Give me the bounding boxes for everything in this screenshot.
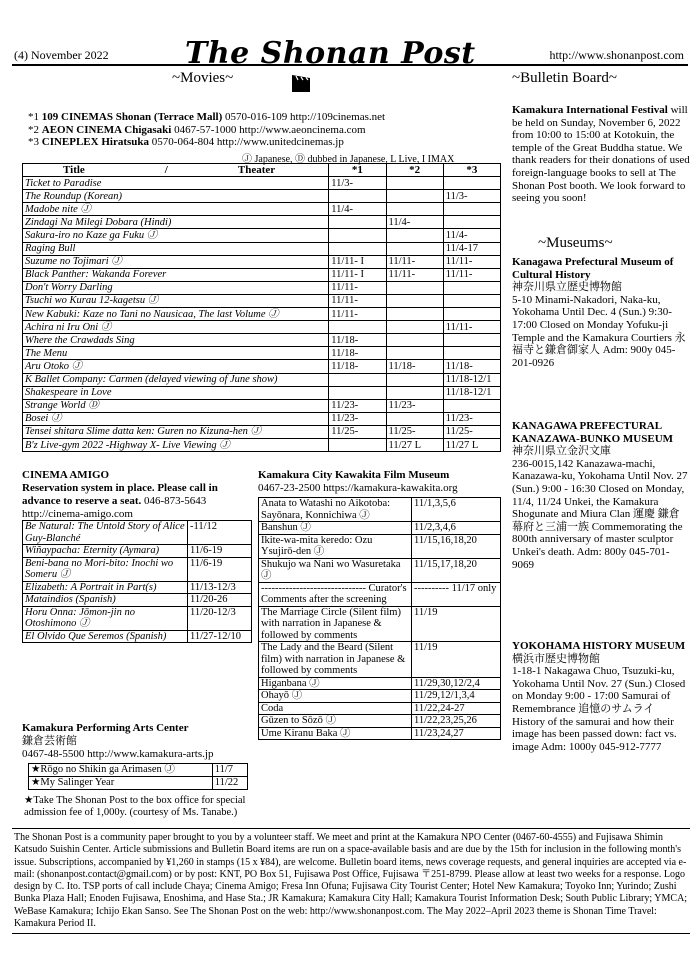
cell-date: 11/3- <box>329 177 386 190</box>
cell-title: Suzume no Tojimari Ⓙ <box>23 255 329 268</box>
cell-title: Gūzen to Sōzō Ⓙ <box>259 715 412 728</box>
kpac-contact: 0467-48-5500 http://www.kamakura-arts.jp <box>22 748 214 760</box>
cell-date: 11/3- <box>443 190 500 203</box>
table-row <box>259 522 501 535</box>
cell-date: 11/6-19 <box>188 545 252 558</box>
cinema-1: *1 109 CINEMAS Shonan (Terrace Mall) 0570-016-109 http://109cinemas.net <box>28 111 386 123</box>
cell-date: 11/29,12/1,3,4 <box>412 690 501 703</box>
cell-title: Madobe nite Ⓙ <box>23 203 329 216</box>
cell-date: 11/20-12/3 <box>188 606 252 630</box>
cell-title: Strange World Ⓓ <box>23 399 329 412</box>
cell-date: 11/25- <box>386 425 443 438</box>
table-row <box>23 399 501 412</box>
cell-date: 11/11- <box>329 308 386 321</box>
cell-date: 11/11- <box>329 281 386 294</box>
cell-title: Ume Kiranu Baka Ⓙ <box>259 727 412 740</box>
kpac-table <box>28 763 248 790</box>
amigo-url[interactable]: http://cinema-amigo.com <box>22 508 133 520</box>
cell-date: 11/4- <box>329 203 386 216</box>
table-row <box>23 438 501 451</box>
cell-title: The Roundup (Korean) <box>23 190 329 203</box>
cell-date <box>443 347 500 360</box>
cell-date <box>386 373 443 386</box>
cell-title: El Olvido Que Seremos (Spanish) <box>23 630 188 643</box>
table-row <box>259 727 501 740</box>
cell-date <box>386 386 443 399</box>
cell-title: Achira ni Iru Oni Ⓙ <box>23 321 329 334</box>
table-row <box>259 702 501 715</box>
cell-title: Horu Onna: Jōmon-jin no Otoshimono Ⓙ <box>23 606 188 630</box>
table-row <box>23 308 501 321</box>
cell-date <box>443 281 500 294</box>
cell-date: ---------- 11/17 only <box>412 582 501 606</box>
cell-title: Where the Crawdads Sing <box>23 334 329 347</box>
cell-date: 11/11- <box>443 268 500 281</box>
kawakita-title: Kamakura City Kawakita Film Museum <box>258 469 450 481</box>
cell-date <box>329 321 386 334</box>
cell-date <box>386 321 443 334</box>
kawakita-contact: 0467-23-2500 https://kamakura-kawakita.org <box>258 482 458 494</box>
cell-title: Higanbana Ⓙ <box>259 677 412 690</box>
bulletin-title: Kamakura International Festival <box>512 104 668 116</box>
col-cinema-1: *1 <box>329 164 386 177</box>
cell-date: 11/4- <box>443 229 500 242</box>
cell-date <box>443 308 500 321</box>
cell-date: 11/1,3,5,6 <box>412 498 501 522</box>
table-row <box>259 690 501 703</box>
cell-date <box>386 308 443 321</box>
cell-date: 11/11- <box>386 268 443 281</box>
cell-date: 11/4-17 <box>443 242 500 255</box>
museum-jp: 神奈川県立歴史博物館 <box>512 281 622 294</box>
cell-date <box>386 334 443 347</box>
table-row <box>23 606 252 630</box>
cell-date: 11/2,3,4,6 <box>412 522 501 535</box>
kpac-info <box>22 722 257 761</box>
cell-date <box>329 373 386 386</box>
cell-date <box>386 242 443 255</box>
cell-title: The Marriage Circle (Silent film) with narration in Japanese & followed by comments <box>259 606 412 642</box>
cell-date <box>386 229 443 242</box>
table-row <box>23 373 501 386</box>
cell-date <box>443 399 500 412</box>
cell-title: Raging Bull <box>23 242 329 255</box>
cell-date: 11/23- <box>329 412 386 425</box>
table-row <box>23 321 501 334</box>
cell-title: K Ballet Company: Carmen (delayed viewing of June show) <box>23 373 329 386</box>
cell-date: 11/18- <box>329 347 386 360</box>
cell-title: Bosei Ⓙ <box>23 412 329 425</box>
cell-date: 11/22 <box>212 777 247 790</box>
cell-date: 11/18- <box>329 334 386 347</box>
col-cinema-3: *3 <box>443 164 500 177</box>
cell-date: 11/27-12/10 <box>188 630 252 643</box>
cell-date <box>443 203 500 216</box>
table-row <box>259 606 501 642</box>
cell-date <box>386 281 443 294</box>
museum-2 <box>512 420 690 571</box>
amigo-title: CINEMA AMIGO <box>22 469 110 481</box>
table-row <box>23 581 252 594</box>
cell-title: Banshun Ⓙ <box>259 522 412 535</box>
cell-date <box>329 242 386 255</box>
cell-date: 11/22,23,25,26 <box>412 715 501 728</box>
cinema-2: *2 AEON CINEMA Chigasaki 0467-57-1000 http://www.aeoncinema.com <box>28 123 366 136</box>
cell-title: Shukujo wa Nani wo Wasuretaka Ⓙ <box>259 558 412 582</box>
table-row <box>23 360 501 373</box>
museum-title: YOKOHAMA HISTORY MUSEUM <box>512 640 686 652</box>
cell-date: 11/18- <box>329 360 386 373</box>
cell-title: ★My Salinger Year <box>29 777 213 790</box>
table-row <box>23 334 501 347</box>
cell-date <box>443 177 500 190</box>
cell-date: 11/23,24,27 <box>412 727 501 740</box>
cell-title: Ikite-wa-mita keredo: Ozu Ysujirō-den Ⓙ <box>259 534 412 558</box>
cell-date: 11/11- <box>443 255 500 268</box>
clapperboard-icon <box>290 72 312 94</box>
table-row <box>259 715 501 728</box>
amigo-table <box>22 520 252 643</box>
museum-body: 1-18-1 Nakagawa Chuo, Tsuzuki-ku, Yokohama Until Nov. 27 (Sun.) Closed on Monday 9:00 - 17:00 Samurai of Remembrance 追憶のサムライ History of the samurai and how their image has been passed down: fact vs. image Adm: 1000y 045-912-7777 <box>512 665 686 753</box>
cell-date: 11/7 <box>212 764 247 777</box>
table-row <box>259 582 501 606</box>
museum-3 <box>512 640 690 753</box>
cell-title: ------------------------------ Curator's Comments after the screening <box>259 582 412 606</box>
cell-title: Aru Otoko Ⓙ <box>23 360 329 373</box>
cell-date: 11/22,24-27 <box>412 702 501 715</box>
cell-date: 11/11- I <box>329 268 386 281</box>
cell-date: 11/23- <box>329 399 386 412</box>
cell-date: 11/18-12/1 <box>443 373 500 386</box>
cell-title: The Menu <box>23 347 329 360</box>
cell-date: 11/18-12/1 <box>443 386 500 399</box>
cell-date: 11/25- <box>443 425 500 438</box>
cell-title: Black Panther: Wakanda Forever <box>23 268 329 281</box>
table-row <box>23 412 501 425</box>
cell-date <box>443 294 500 307</box>
cell-date <box>329 438 386 451</box>
cell-title: Elizabeth: A Portrait in Part(s) <box>23 581 188 594</box>
cell-date <box>386 412 443 425</box>
cinema-list <box>28 111 385 149</box>
table-row <box>259 642 501 678</box>
cell-date: 11/11- <box>443 321 500 334</box>
table-row <box>23 216 501 229</box>
table-row <box>23 281 501 294</box>
cell-title: Beni-bana no Mori-bito: Inochi wo Someru Ⓙ <box>23 557 188 581</box>
cell-title: Sakura-iro no Kaze ga Fuku Ⓙ <box>23 229 329 242</box>
table-row <box>23 203 501 216</box>
cell-title: Zindagi Na Milegi Dobara (Hindi) <box>23 216 329 229</box>
table-row <box>23 190 501 203</box>
cell-title: Don't Worry Darling <box>23 281 329 294</box>
cell-date: 11/15,16,18,20 <box>412 534 501 558</box>
table-row <box>23 557 252 581</box>
museum-1 <box>512 256 690 369</box>
table-row <box>23 229 501 242</box>
table-row <box>23 177 501 190</box>
movie-legend: Ⓙ Japanese, Ⓓ dubbed in Japanese, L Live, I IMAX <box>242 154 455 165</box>
table-row <box>259 558 501 582</box>
table-row <box>23 294 501 307</box>
cell-date <box>329 386 386 399</box>
footer-notice: The Shonan Post is a community paper brought to you by a volunteer staff. We meet and print at the Kamakura NPO Center (0467-60-4555) and Fujisawa Shimin Katsudo Suishin Center. Article submissions and Bulletin Board items are run on a space-available basis and are due by the 15th for inclusion in the following month's issue. Subscriptions, accompanied by ¥1,260 in stamps (15 x ¥84), are welcome. Bulletin board items, news coverage requests, and general inquiries are accepted via e-mail: (shonanpost.contact@gmail.com) or by post: KNT, PO Box 51, Fujisawa Post Office, Fujisawa 〒251-8799. Please allow at least two weeks for a response. Logo design by C. Ito. TSP ports of call include Chaya; Cinema Amigo; Fresa Inn Ofuna; Fujisawa City Tourist Center; Hotel New Kamakura; Toyoko Inn; Yurindo; Zushi Bunka Plaza Hall; Enoden Fujisawa, Enoshima, and Hase Sta.; JR Kamakura; Kamakura City Hall; Kamakura Tourist Information Desk; South Public Library; YMCA; WeBase Kamakura; Ichijo Ekan Sanso. See The Shonan Post on the web: http://www.shonanpost.com. The May 2022–April 2023 theme is Shonan Time Travel: Kamakura Period II. <box>12 828 690 934</box>
cell-date: 11/15,17,18,20 <box>412 558 501 582</box>
bulletin-item <box>512 104 690 205</box>
cell-title: The Lady and the Beard (Silent film) with narration in Japanese & followed by comments <box>259 642 412 678</box>
table-row <box>23 242 501 255</box>
cinema-amigo <box>22 469 254 521</box>
header-url[interactable]: http://www.shonanpost.com <box>549 48 684 62</box>
museum-body: 236-0015,142 Kanazawa-machi, Kanazawa-ku, Yokohama Until Nov. 27 (Sun.) 9:00 - 16:30 Closed on Monday, 11/4, 11/24 Unkei, the Kamakura Shogunate and Miura Clan 運慶 鎌倉幕府と三浦一族 Commemorating the 800th anniversary of master sculptor Unkei's death. Adm: 800y 045-701-9069 <box>512 457 688 571</box>
header-rule <box>12 64 688 66</box>
newspaper-title: The Shonan Post <box>185 36 476 71</box>
cell-date: 11/11- <box>386 255 443 268</box>
table-row <box>23 386 501 399</box>
cell-title: New Kabuki: Kaze no Tani no Nausicaa, The last Volume Ⓙ <box>23 308 329 321</box>
cell-date: 11/4- <box>386 216 443 229</box>
cell-title: ★Rōgo no Shikin ga Arimasen Ⓙ <box>29 764 213 777</box>
cell-date <box>386 294 443 307</box>
kpac-jp: 鎌倉芸術館 <box>22 735 77 747</box>
movie-table <box>22 163 501 452</box>
cell-title: Ohayō Ⓙ <box>259 690 412 703</box>
cell-date: 11/13-12/3 <box>188 581 252 594</box>
cell-date <box>386 347 443 360</box>
museum-jp: 横浜市歴史博物館 <box>512 652 600 665</box>
museum-title: KANAGAWA PREFECTURAL KANAZAWA-BUNKO MUSEUM <box>512 420 674 445</box>
table-row <box>29 764 248 777</box>
cell-title: Wiñaypacha: Eternity (Aymara) <box>23 545 188 558</box>
cell-date <box>329 216 386 229</box>
table-row <box>259 534 501 558</box>
cell-date: -11/12 <box>188 521 252 545</box>
museums-heading: ~Museums~ <box>538 235 613 251</box>
bulletin-text: will be held on Sunday, November 6, 2022 from 10:00 to 15:00 at Kotokuin, the temple of the Great Buddha statue. We thank readers for their donations of used foreign-language books to sell at The Shonan Post booth. We look forward to seeing you soon! <box>512 104 690 205</box>
kpac-note: ★Take The Shonan Post to the box office for special admission fee of 1,000y. (courtesy of Ms. Tanabe.) <box>24 795 246 818</box>
table-row <box>23 425 501 438</box>
table-row <box>23 545 252 558</box>
cell-date: 11/11- I <box>329 255 386 268</box>
table-row <box>23 347 501 360</box>
issue-date: (4) November 2022 <box>14 48 109 62</box>
cell-date <box>329 229 386 242</box>
cinema-3: *3 CINEPLEX Hiratsuka 0570-064-804 http://www.unitedcinemas.jp <box>28 136 344 148</box>
cell-date <box>443 334 500 347</box>
cell-title: Be Natural: The Untold Story of Alice Guy-Blanché <box>23 521 188 545</box>
cell-date <box>386 177 443 190</box>
cell-date: 11/23- <box>386 399 443 412</box>
cell-date <box>386 203 443 216</box>
cell-date <box>329 190 386 203</box>
cell-title: Tsuchi wo Kurau 12-kagetsu Ⓙ <box>23 294 329 307</box>
kpac-title: Kamakura Performing Arts Center <box>22 722 189 734</box>
museum-jp: 神奈川県立金沢文庫 <box>512 445 611 458</box>
cell-date: 11/18- <box>443 360 500 373</box>
cell-date: 11/19 <box>412 606 501 642</box>
table-row <box>23 630 252 643</box>
amigo-note: Reservation system in place. Please call in advance to reserve a seat. <box>22 482 218 507</box>
movies-heading: ~Movies~ <box>172 70 234 86</box>
cell-title: B'z Live-gym 2022 -Highway X- Live Viewing Ⓙ <box>23 438 329 451</box>
cell-date <box>443 216 500 229</box>
table-row <box>23 255 501 268</box>
cell-title: Shakespeare in Love <box>23 386 329 399</box>
cell-title: Tensei shitara Slime datta ken: Guren no Kizuna-hen Ⓙ <box>23 425 329 438</box>
col-cinema-2: *2 <box>386 164 443 177</box>
museum-body: 5-10 Minami-Nakadori, Naka-ku, Yokohama Until Dec. 4 (Sun.) 9:30-17:00 Closed on Monday Yofuku-ji Temple and the Kamakura Courtiers 永福寺と鎌倉御家人 Adm: 900y 045-201-0926 <box>512 293 686 369</box>
cell-title: Ticket to Paradise <box>23 177 329 190</box>
cell-date: 11/18- <box>386 360 443 373</box>
table-row <box>259 498 501 522</box>
cell-date: 11/11- <box>329 294 386 307</box>
cell-date: 11/27 L <box>443 438 500 451</box>
cell-date: 11/27 L <box>386 438 443 451</box>
cell-title: Coda <box>259 702 412 715</box>
cell-date: 11/19 <box>412 642 501 678</box>
movie-table-header <box>23 164 501 177</box>
cell-date: 11/25- <box>329 425 386 438</box>
amigo-phone: 046-873-5643 <box>143 495 207 507</box>
museum-title: Kanagawa Prefectural Museum of Cultural History <box>512 256 674 281</box>
cell-date: 11/20-26 <box>188 594 252 607</box>
table-row <box>29 777 248 790</box>
cell-date: 11/29,30,12/2,4 <box>412 677 501 690</box>
cell-title: Mataindios (Spanish) <box>23 594 188 607</box>
table-row <box>23 594 252 607</box>
table-row <box>23 268 501 281</box>
bulletin-heading: ~Bulletin Board~ <box>512 70 617 86</box>
kawakita-table <box>258 497 501 740</box>
cell-date: 11/23- <box>443 412 500 425</box>
kawakita-info <box>258 469 503 495</box>
table-row <box>23 521 252 545</box>
cell-title: Anata to Watashi no Aikotoba: Sayōnara, Konnichiwa Ⓙ <box>259 498 412 522</box>
cell-date: 11/6-19 <box>188 557 252 581</box>
col-title: Title / Theater <box>23 164 329 177</box>
cell-date <box>386 190 443 203</box>
table-row <box>259 677 501 690</box>
